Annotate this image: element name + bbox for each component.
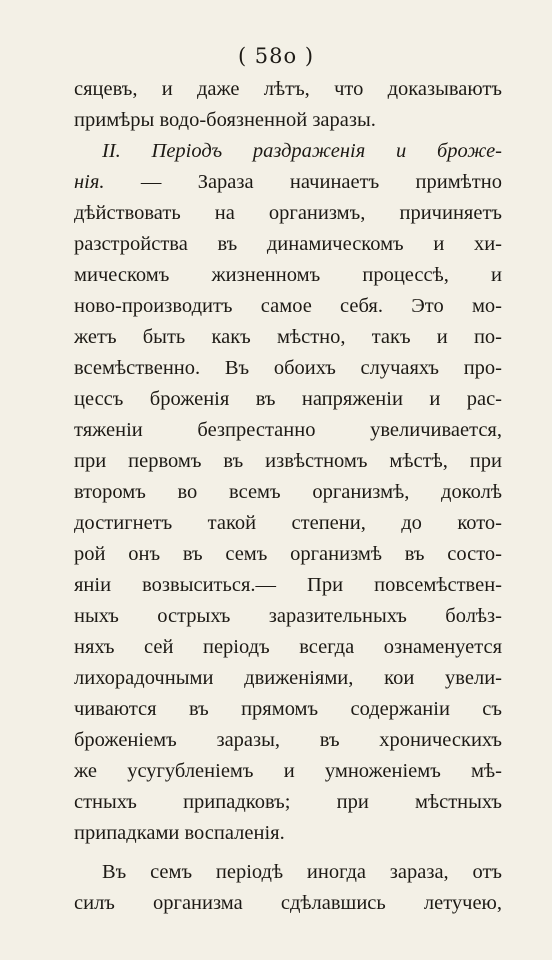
text-line: разстройства въ динамическомъ и хи- [74,233,502,255]
section-heading-end: нія. [74,171,105,193]
text-line: припадками воспаленія. [74,822,285,844]
text-line: чиваются въ прямомъ содержаніи съ [74,698,502,720]
text-line-with-heading [74,167,502,198]
text-line: лихорадочными движеніями, кои увели- [74,667,502,689]
paragraph-start-line: Въ семъ періодѣ иногда зараза, отъ [102,861,502,883]
text-line: дѣйствовать на организмъ, причиняетъ [74,202,502,224]
text-line-rest: — Зараза начинаетъ примѣтно [104,171,502,193]
text-line: же усугубленіемъ и умноженіемъ мѣ- [74,760,502,782]
text-line: мическомъ жизненномъ процессѣ, и [74,264,502,286]
text-line: ново-производитъ самое себя. Это мо- [74,295,502,317]
text-line: при первомъ въ извѣстномъ мѣстѣ, при [74,450,502,472]
text-line: ныхъ острыхъ заразительныхъ болѣз- [74,605,502,627]
text-line: яніи возвыситься.— При повсемѣствен- [74,574,502,596]
text-line: няхъ сей періодъ всегда ознаменуется [74,636,502,658]
body-text [74,74,502,919]
section-heading-line: II. Періодъ раздраженія и броже- [102,140,502,162]
text-line: второмъ во всемъ организмѣ, доколѣ [74,481,502,503]
text-line: цессъ броженія въ напряженіи и рас- [74,388,502,410]
text-line: броженіемъ заразы, въ хроническихъ [74,729,502,751]
text-line: примѣры водо-боязненной заразы. [74,109,376,131]
text-line: сяцевъ, и даже лѣтъ, что доказываютъ [74,78,502,100]
text-line: стныхъ припадковъ; при мѣстныхъ [74,791,502,813]
text-line: рой онъ въ семъ организмѣ въ состо- [74,543,502,565]
page-number: ( 58о ) [237,44,315,68]
text-line: достигнетъ такой степени, до кото- [74,512,502,534]
text-line: силъ организма сдѣлавшись летучею, [74,892,502,914]
text-line: всемѣственно. Въ обоихъ случаяхъ про- [74,357,502,379]
text-line: тяженіи безпрестанно увеличивается, [74,419,502,441]
text-line: жетъ быть какъ мѣстно, такъ и по- [74,326,502,348]
